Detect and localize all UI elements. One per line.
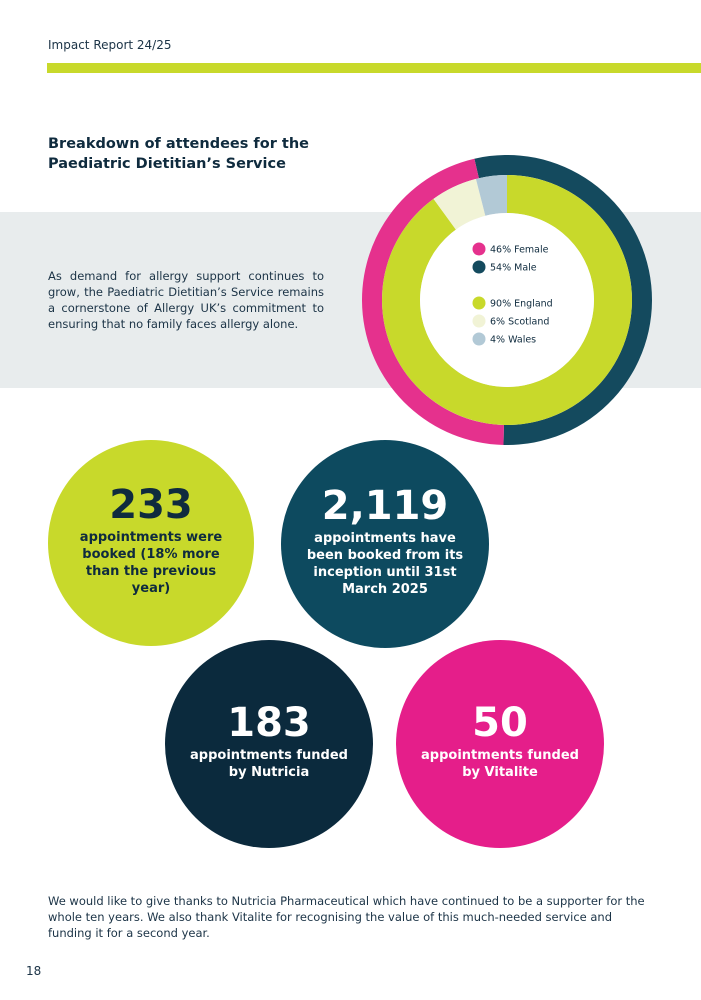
- legend-swatch: [473, 333, 486, 346]
- legend-label: 46% Female: [490, 244, 549, 256]
- legend-label: 6% Scotland: [490, 316, 550, 328]
- legend-swatch: [473, 243, 486, 256]
- stat-circle-nutricia: [165, 640, 373, 848]
- footer-thanks: We would like to give thanks to Nutricia Pharmaceutical which have continued to be a supporter for the whole ten years. We also thank Vitalite for recognising the value of this much-needed service and funding it for a second year.: [48, 894, 645, 940]
- stat-text: appointments were booked (18% more than the previous year): [79, 530, 223, 596]
- stat-circle-vitalite: [396, 640, 604, 848]
- stat-text: appointments funded by Vitalite: [421, 748, 579, 780]
- stat-text: appointments have been booked from its inception until 31st March 2025: [306, 531, 464, 597]
- header-rule: [47, 63, 701, 73]
- stat-circle-booked: [48, 440, 254, 646]
- attendee-donut-chart: [362, 155, 652, 445]
- legend-swatch: [473, 315, 486, 328]
- stat-number: 50: [472, 700, 528, 746]
- stat-number: 233: [109, 482, 193, 528]
- stat-number: 2,119: [321, 483, 449, 529]
- legend-label: 90% England: [490, 298, 553, 310]
- legend-label: 54% Male: [490, 262, 537, 274]
- legend-label: 4% Wales: [490, 334, 537, 346]
- report-header: Impact Report 24/25: [48, 38, 172, 52]
- section-title: Breakdown of attendees for the Paediatric Dietitian’s Service: [48, 136, 309, 172]
- stat-circle-inception: [281, 440, 489, 648]
- intro-paragraph: As demand for allergy support continues to grow, the Paediatric Dietitian’s Service remains a cornerstone of Allergy UK’s commitment to ensuring that no family faces allergy alone.: [48, 269, 324, 331]
- page-number: 18: [26, 964, 42, 978]
- stat-number: 183: [227, 700, 311, 746]
- stat-text: appointments funded by Nutricia: [190, 748, 348, 780]
- legend-swatch: [473, 261, 486, 274]
- legend-swatch: [473, 297, 486, 310]
